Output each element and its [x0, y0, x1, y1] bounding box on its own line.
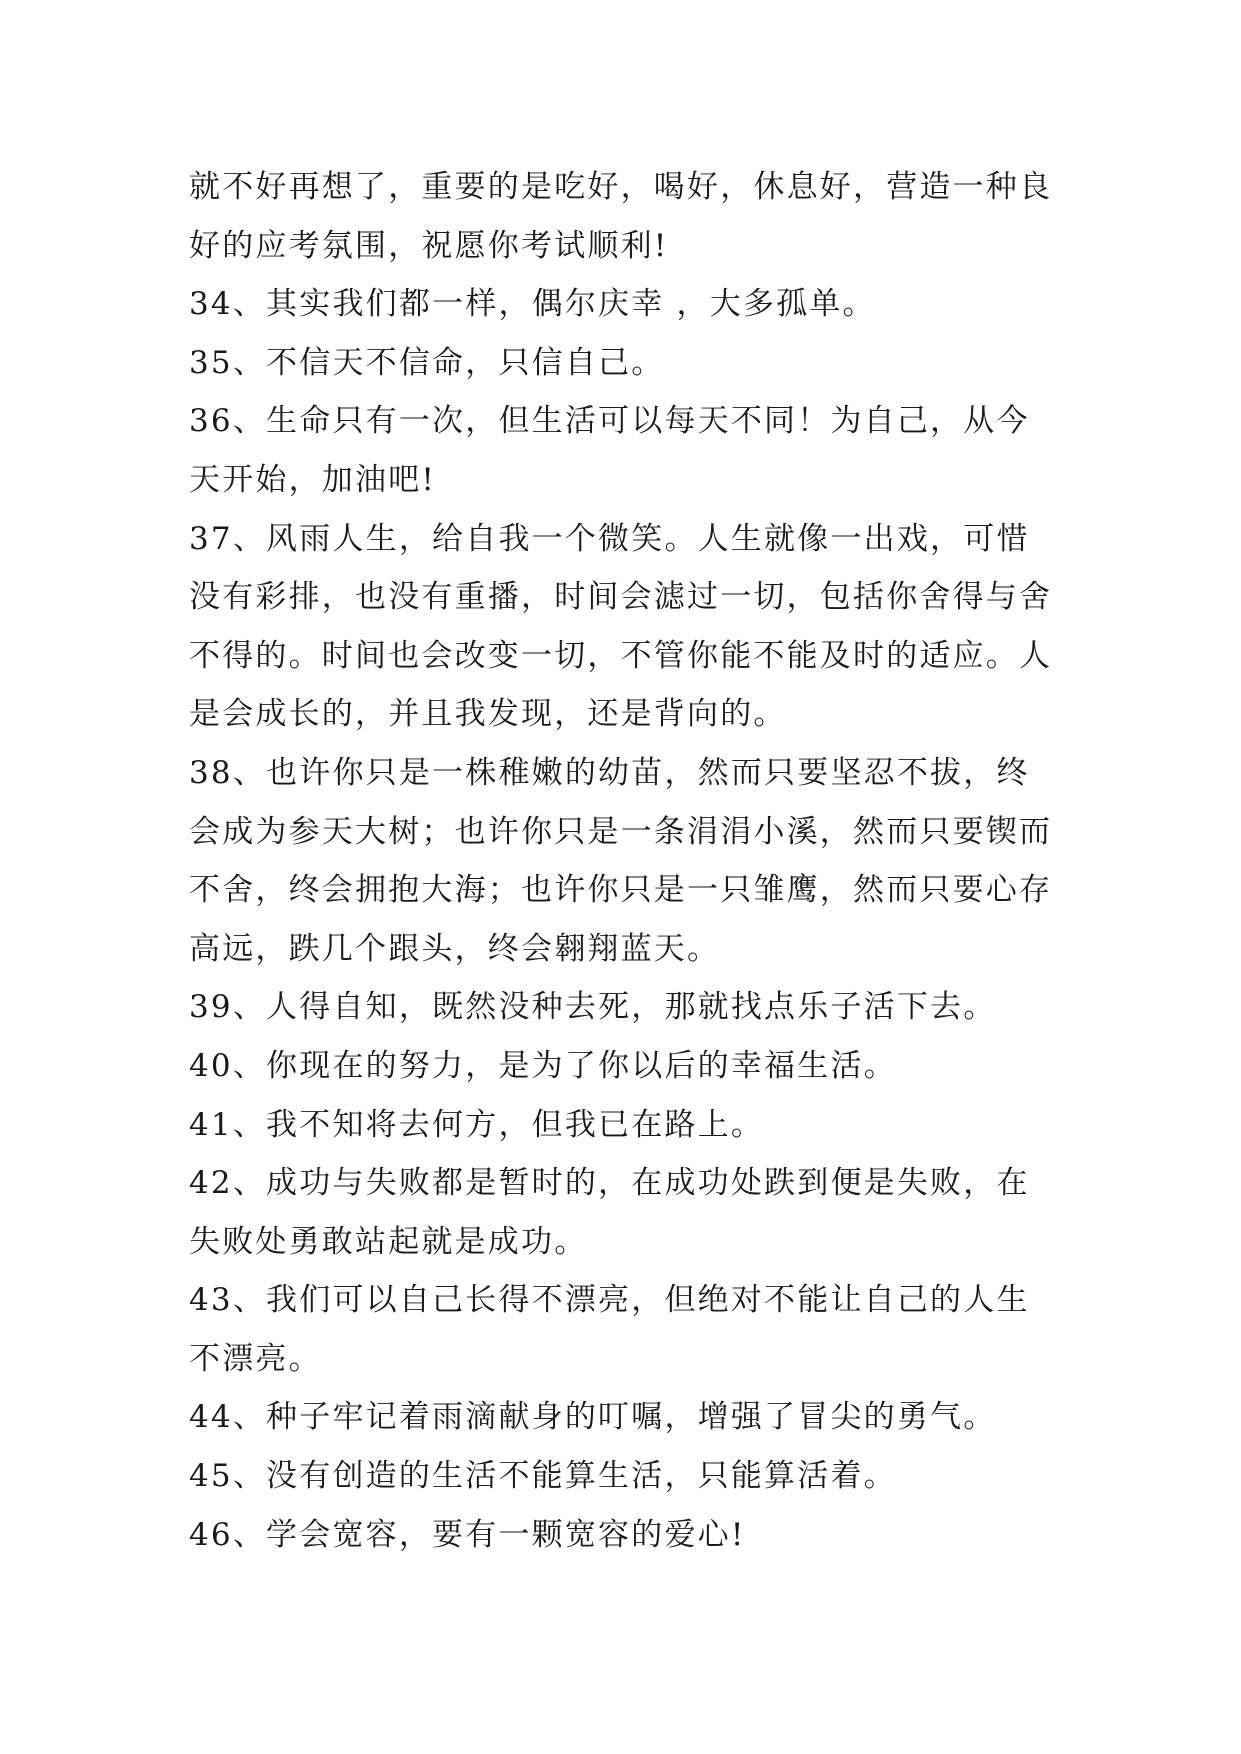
list-item-37: 37、风雨人生，给自我一个微笑。人生就像一出戏，可惜没有彩排，也没有重播，时间会滤过一切，包括你舍得与舍不得的。时间也会改变一切，不管你能不能及时的适应。人是会成长的，并且我发现，还是背向的。	[189, 520, 1053, 733]
document-body	[189, 158, 1059, 1564]
list-item-40: 40、你现在的努力，是为了你以后的幸福生活。	[189, 1047, 897, 1084]
list-item-35: 35、不信天不信命，只信自己。	[189, 344, 665, 381]
list-item-44: 44、种子牢记着雨滴献身的叮嘱，增强了冒尖的勇气。	[189, 1399, 997, 1436]
list-item-46: 46、学会宽容，要有一颗宽容的爱心!	[189, 1516, 746, 1553]
list-item-45: 45、没有创造的生活不能算生活，只能算活着。	[189, 1458, 897, 1495]
list-item-43: 43、我们可以自己长得不漂亮，但绝对不能让自己的人生不漂亮。	[189, 1282, 1030, 1377]
paragraph-continuation: 就不好再想了，重要的是吃好，喝好，休息好，营造一种良好的应考氛围，祝愿你考试顺利!	[189, 169, 1053, 264]
list-item-39: 39、人得自知，既然没种去死，那就找点乐子活下去。	[189, 989, 997, 1026]
list-item-38: 38、也许你只是一株稚嫩的幼苗，然而只要坚忍不拔，终会成为参天大树；也许你只是一条涓涓小溪，然而只要锲而不舍，终会拥抱大海；也许你只是一只雏鹰，然而只要心存高远，跌几个跟头，终会翱翔蓝天。	[189, 754, 1053, 967]
list-item-36: 36、生命只有一次，但生活可以每天不同！为自己，从今天开始，加油吧!	[189, 403, 1030, 498]
list-item-34: 34、其实我们都一样，偶尔庆幸 ，大多孤单。	[189, 286, 876, 323]
list-item-41: 41、我不知将去何方，但我已在路上。	[189, 1106, 765, 1143]
list-item-42: 42、成功与失败都是暂时的，在成功处跌到便是失败，在失败处勇敢站起就是成功。	[189, 1165, 1030, 1260]
